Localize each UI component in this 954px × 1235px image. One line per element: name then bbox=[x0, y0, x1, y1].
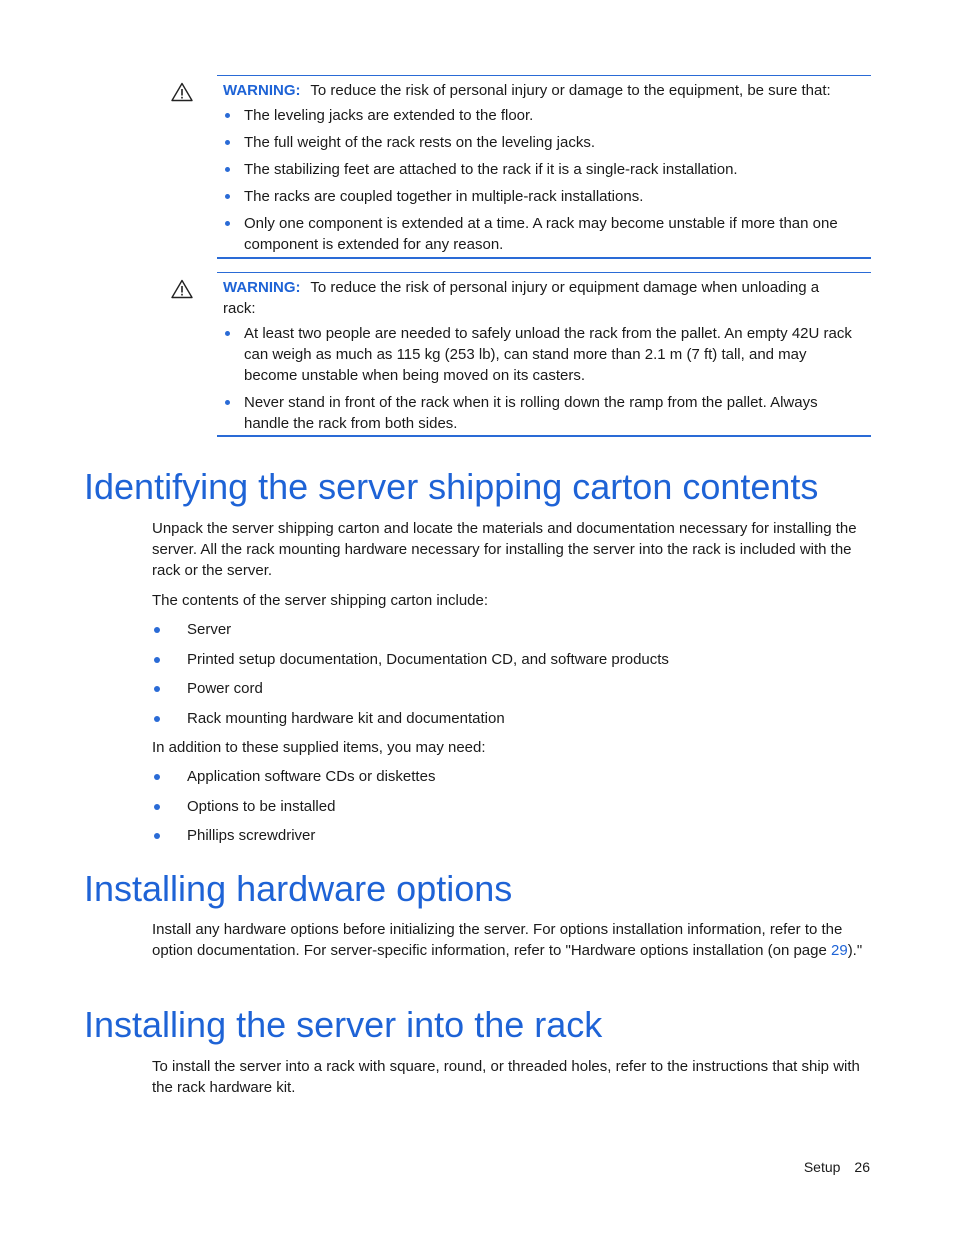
list-item: The stabilizing feet are attached to the rack if it is a single-rack installation. bbox=[223, 159, 855, 180]
warning-list bbox=[223, 323, 871, 434]
warning-text: WARNING: To reduce the risk of personal injury or equipment damage when unloading a rack: bbox=[223, 279, 820, 317]
list-item: At least two people are needed to safely unload the rack from the pallet. An empty 42U rack can weigh as much as 115 kg (253 lb), can stand more than 2.1 m (7 ft) tall, and may become unstable when being moved on its casters. bbox=[223, 323, 855, 386]
section-body-shipping-carton bbox=[152, 518, 874, 855]
warning-triangle-icon bbox=[171, 279, 193, 299]
carton-contents-list bbox=[152, 619, 874, 737]
paragraph: Install any hardware options before initializing the server. For options installation information, refer to the option documentation. For server-specific information, refer to "Hardware options installation (on page 29)." bbox=[152, 921, 863, 959]
warning-list bbox=[223, 105, 871, 255]
warning-label: WARNING: bbox=[223, 279, 301, 296]
section-body-install-rack bbox=[152, 1056, 874, 1098]
list-item: Only one component is extended at a time. A rack may become unstable if more than one component is extended for any reason. bbox=[223, 213, 855, 255]
list-item: Printed setup documentation, Documentation CD, and software products bbox=[152, 649, 874, 679]
section-heading-shipping-carton: Identifying the server shipping carton contents bbox=[84, 466, 819, 507]
list-item: Server bbox=[152, 619, 874, 649]
warning-text: WARNING: To reduce the risk of personal injury or damage to the equipment, be sure that: bbox=[223, 82, 831, 99]
warning-box-2 bbox=[217, 272, 871, 437]
list-item: Application software CDs or diskettes bbox=[152, 766, 874, 796]
list-item: Power cord bbox=[152, 678, 874, 708]
list-item: Phillips screwdriver bbox=[152, 825, 874, 855]
warning-box-1 bbox=[217, 75, 871, 259]
paragraph: To install the server into a rack with square, round, or threaded holes, refer to the instructions that ship with the rack hardware kit. bbox=[152, 1058, 860, 1096]
footer-section: Setup bbox=[803, 1159, 841, 1175]
section-heading-hardware-options: Installing hardware options bbox=[84, 868, 513, 909]
section-heading-install-rack: Installing the server into the rack bbox=[84, 1004, 603, 1045]
list-item: Never stand in front of the rack when it is rolling down the ramp from the pallet. Always handle the rack from both sides. bbox=[223, 392, 855, 434]
list-item: Options to be installed bbox=[152, 796, 874, 826]
paragraph: The contents of the server shipping carton include: bbox=[152, 592, 489, 609]
paragraph: In addition to these supplied items, you may need: bbox=[152, 739, 486, 756]
warning-triangle-icon bbox=[171, 82, 193, 102]
list-item: The leveling jacks are extended to the floor. bbox=[223, 105, 855, 126]
page-number: 26 bbox=[854, 1159, 870, 1175]
section-body-hardware-options bbox=[152, 919, 874, 961]
paragraph: Unpack the server shipping carton and locate the materials and documentation necessary for installing the server. All the rack mounting hardware necessary for installing the server into the rack is included with the rack or the server. bbox=[152, 520, 857, 579]
list-item: The racks are coupled together in multiple-rack installations. bbox=[223, 186, 855, 207]
list-item: The full weight of the rack rests on the leveling jacks. bbox=[223, 132, 855, 153]
additional-items-list bbox=[152, 766, 874, 855]
page-link[interactable]: 29 bbox=[831, 942, 848, 959]
page-footer bbox=[804, 1157, 870, 1178]
warning-label: WARNING: bbox=[223, 82, 301, 99]
list-item: Rack mounting hardware kit and documentation bbox=[152, 708, 874, 738]
